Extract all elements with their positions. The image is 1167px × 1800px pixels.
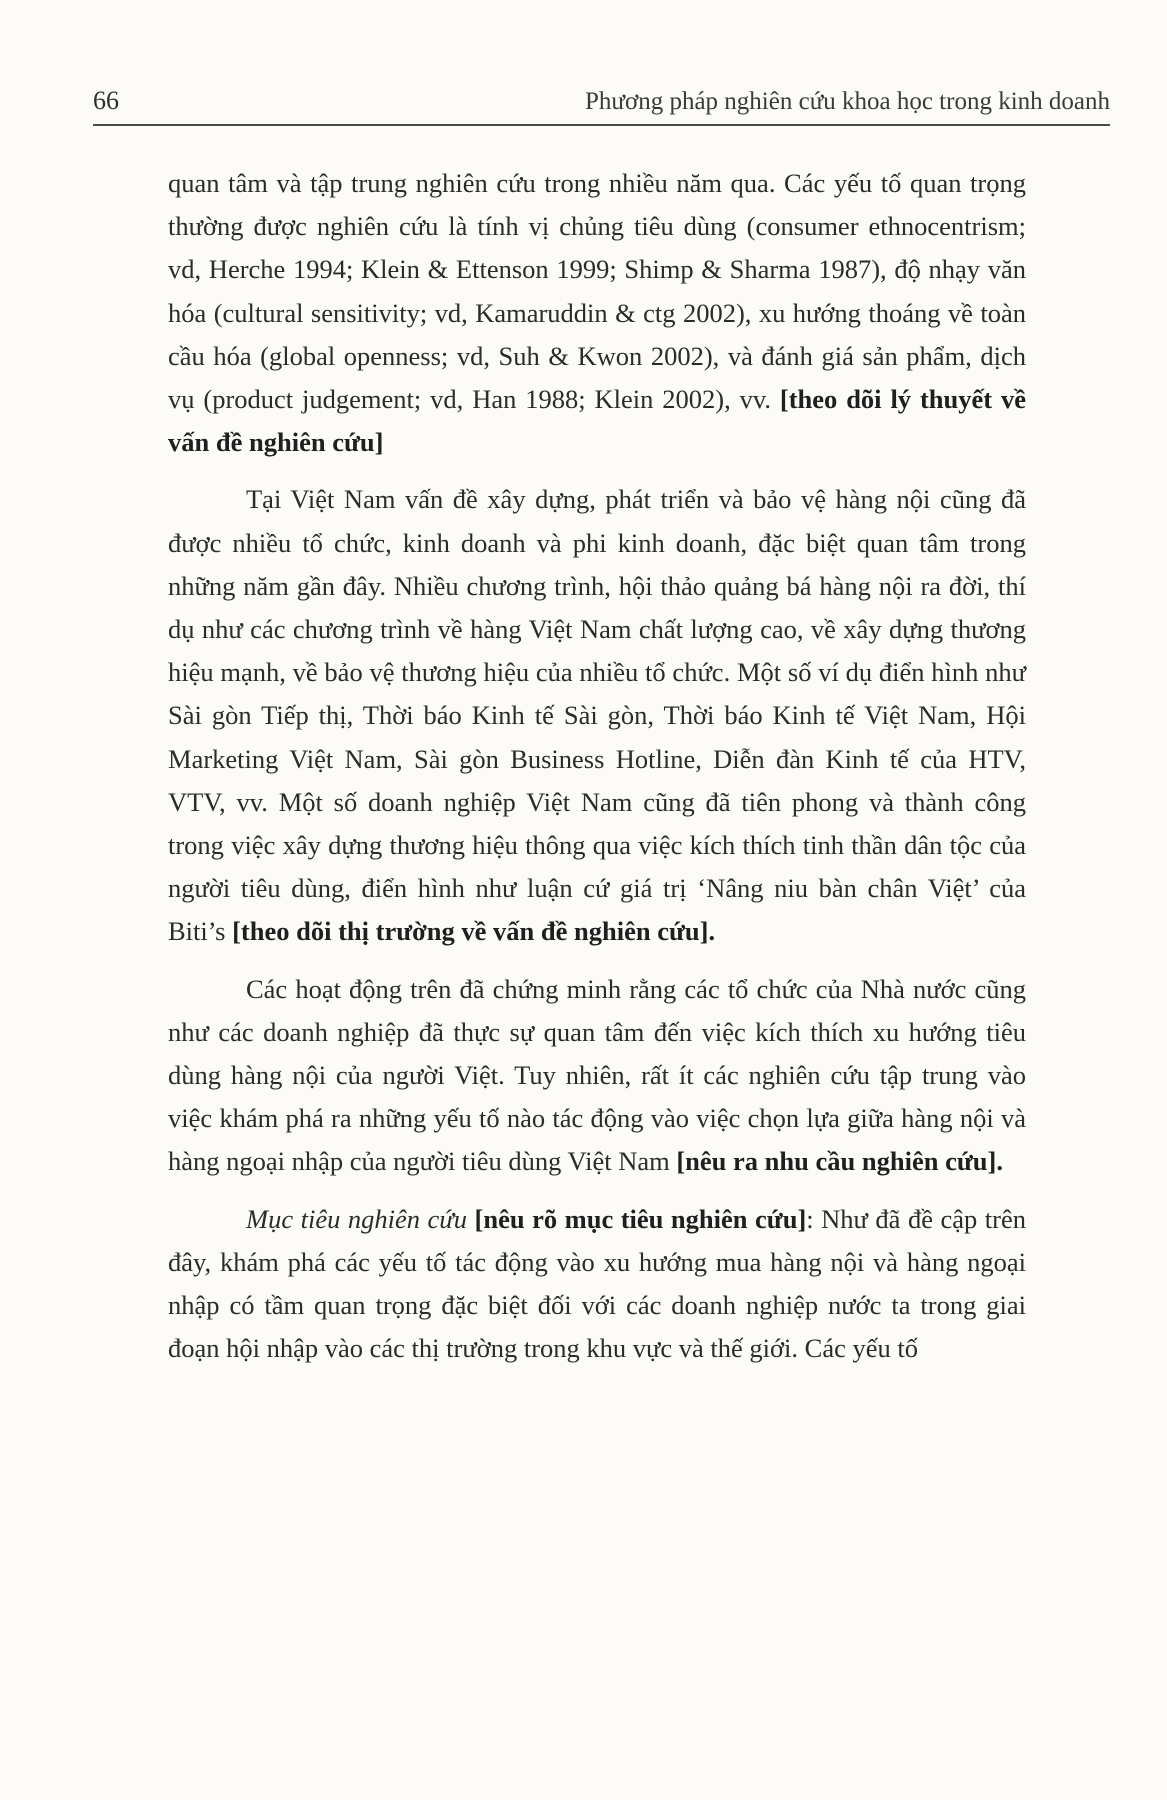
paragraph-2 — [168, 478, 1026, 953]
body-text — [168, 162, 1026, 1370]
paragraph-4 — [168, 1198, 1026, 1371]
paragraph-2-tail: . — [708, 916, 716, 947]
paragraph-3 — [168, 968, 1026, 1184]
page-number: 66 — [93, 86, 119, 115]
paragraph-1 — [168, 162, 1026, 464]
paragraph-4-text: : Như đã đề cập trên đây, khám phá các yếu tố tác động vào xu hướng mua hàng nội và hàng ngoại nhập có tầm quan trọng đặc biệt đối với các doanh nghiệp nước ta trong giai đoạn hội nhập vào các thị trường trong khu vực và thế giới. Các yếu tố — [168, 1203, 1026, 1364]
running-title: Phương pháp nghiên cứu khoa học trong kinh doanh — [585, 88, 1110, 115]
paragraph-4-lead: Mục tiêu nghiên cứu — [246, 1203, 467, 1234]
paragraph-2-text: Tại Việt Nam vấn đề xây dựng, phát triển và bảo vệ hàng nội cũng đã được nhiều tổ chức, kinh doanh và phi kinh doanh, đặc biệt quan tâm trong những năm gần đây. Nhiều chương trình, hội thảo quảng bá hàng nội ra đời, thí dụ như các chương trình về hàng Việt Nam chất lượng cao, về xây dựng thương hiệu mạnh, về bảo vệ thương hiệu của nhiều tổ chức. Một số ví dụ điển hình như Sài gòn Tiếp thị, Thời báo Kinh tế Sài gòn, Thời báo Kinh tế Việt Nam, Hội Marketing Việt Nam, Sài gòn Business Hotline, Diễn đàn Kinh tế của HTV, VTV, vv. Một số doanh nghiệp Việt Nam cũng đã tiên phong và thành công trong việc xây dựng thương hiệu thông qua việc kích thích tinh thần dân tộc của người tiêu dùng, điển hình như luận cứ giá trị ‘Nâng niu bàn chân Việt’ của Biti’s — [168, 484, 1026, 947]
paragraph-4-note: [nêu rõ mục tiêu nghiên cứu] — [474, 1203, 807, 1234]
paragraph-1-note: [theo dõi lý thuyết về vấn đề nghiên cứu] — [168, 384, 1026, 458]
paragraph-3-text: Các hoạt động trên đã chứng minh rằng các tổ chức của Nhà nước cũng như các doanh nghiệp đã thực sự quan tâm đến việc kích thích xu hướng tiêu dùng hàng nội của người Việt. Tuy nhiên, rất ít các nghiên cứu tập trung vào việc khám phá ra những yếu tố nào tác động vào việc chọn lựa giữa hàng nội và hàng ngoại nhập của người tiêu dùng Việt Nam — [168, 973, 1026, 1177]
paragraph-2-note: [theo dõi thị trường về vấn đề nghiên cứu] — [232, 916, 709, 947]
paragraph-1-text: quan tâm và tập trung nghiên cứu trong nhiều năm qua. Các yếu tố quan trọng thường được nghiên cứu là tính vị chủng tiêu dùng (consumer ethnocentrism; vd, Herche 1994; Klein & Ettenson 1999; Shimp & Sharma 1987), độ nhạy văn hóa (cultural sensitivity; vd, Kamaruddin & ctg 2002), xu hướng thoáng về toàn cầu hóa (global openness; vd, Suh & Kwon 2002), và đánh giá sản phẩm, dịch vụ (product judgement; vd, Han 1988; Klein 2002), vv. — [168, 168, 1026, 415]
page-header — [93, 84, 1110, 126]
paragraph-3-tail: . — [996, 1146, 1003, 1177]
paragraph-3-note: [nêu ra nhu cầu nghiên cứu] — [676, 1146, 997, 1177]
